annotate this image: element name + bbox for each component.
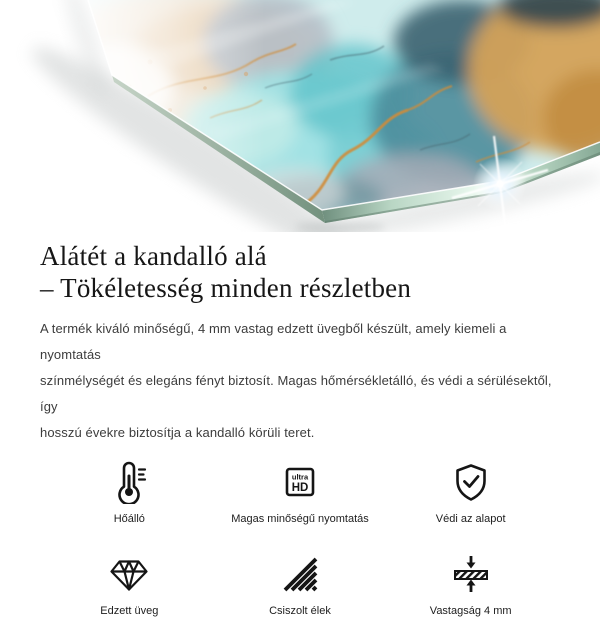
product-image xyxy=(0,0,600,232)
thickness-icon xyxy=(449,552,493,596)
feature-thickness xyxy=(385,552,556,618)
ultra-hd-badge-top: ultra xyxy=(291,472,309,482)
feature-print-quality xyxy=(215,460,386,526)
feature-label: Hőálló xyxy=(113,513,145,525)
diamond-icon xyxy=(107,552,151,596)
product-description xyxy=(40,316,560,446)
page-title-line2: – Tökéletesség minden részletben xyxy=(40,273,412,303)
features-grid xyxy=(40,460,560,618)
feature-tempered-glass xyxy=(44,552,215,618)
shield-check-icon xyxy=(449,460,493,504)
ultra-hd-icon xyxy=(278,460,322,504)
feature-label: Edzett üveg xyxy=(100,605,159,617)
page-title-line1: Alátét a kandalló alá xyxy=(40,241,267,271)
ultra-hd-badge-bottom: HD xyxy=(291,482,309,494)
feature-protects-base xyxy=(385,460,556,526)
feature-heat-resistant xyxy=(44,460,215,526)
polished-edges-icon xyxy=(278,552,322,596)
description-line: A termék kiváló minőségű, 4 mm vastag edzett üvegből készült, amely kiemeli a nyomtatás xyxy=(40,321,507,362)
feature-label: Védi az alapot xyxy=(435,513,506,525)
product-text-block xyxy=(0,240,600,618)
page-title xyxy=(40,240,560,304)
feature-label: Csiszolt élek xyxy=(269,605,331,617)
thermometer-icon xyxy=(107,460,151,504)
feature-label: Vastagság 4 mm xyxy=(429,605,512,617)
description-line: színmélységét és elegáns fényt biztosít. Magas hőmérsékletálló, és védi a sérülésektől, így xyxy=(40,373,552,414)
description-line: hosszú évekre biztosítja a kandalló körüli teret. xyxy=(40,425,315,440)
feature-label: Magas minőségű nyomtatás xyxy=(231,513,369,525)
feature-polished-edges xyxy=(215,552,386,618)
glass-panel-image xyxy=(0,0,600,232)
